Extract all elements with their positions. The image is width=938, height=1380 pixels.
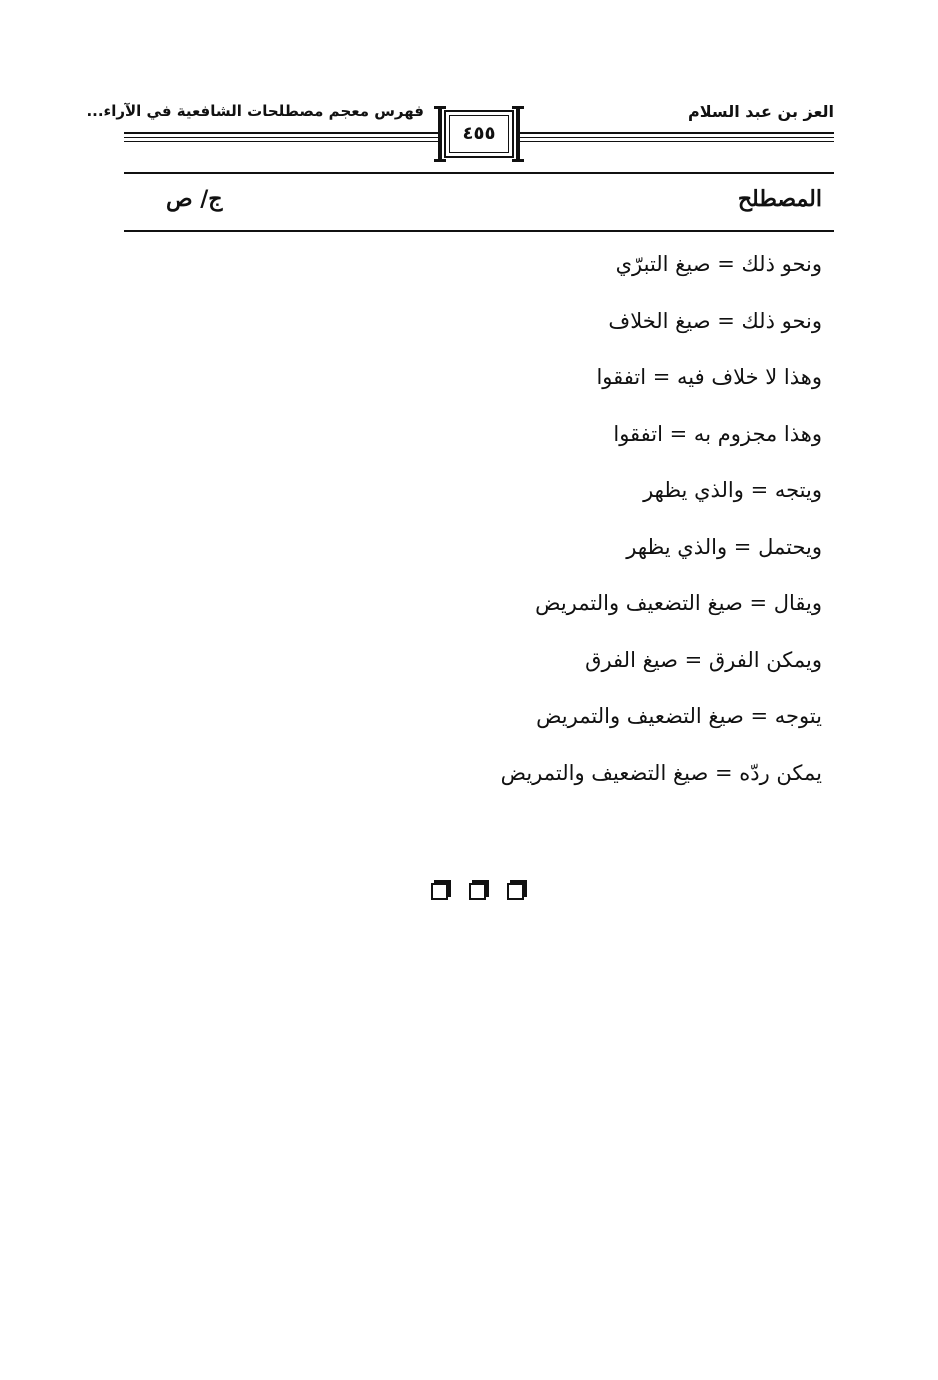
column-heading-volume-page: ج/ ص <box>166 186 223 212</box>
index-entries-list <box>262 244 822 809</box>
ornament-square-icon <box>507 880 527 900</box>
page-box-ornament <box>512 159 524 162</box>
index-entry: ويحتمل = والذي يظهر <box>626 534 822 559</box>
page-box-ornament <box>512 106 524 109</box>
page-box-ornament <box>434 159 446 162</box>
ornament-square-icon <box>431 880 451 900</box>
index-entry: ونحو ذلك = صيغ الخلاف <box>608 308 822 333</box>
page-number-box <box>438 106 520 162</box>
index-entry: ونحو ذلك = صيغ التبرّي <box>615 252 822 276</box>
index-entry: وهذا لا خلاف فيه = اتفقوا <box>596 365 822 389</box>
index-entry: وهذا مجزوم به = اتفقوا <box>613 421 822 446</box>
table-header-bottom-rule <box>124 230 834 232</box>
index-entry: ويقال = صيغ التضعيف والتمريض <box>535 591 822 615</box>
index-entry: يتوجه = صيغ التضعيف والتمريض <box>536 704 822 728</box>
running-header-book-title: فهرس معجم مصطلحات الشافعية في الآراء... <box>86 102 424 120</box>
table-header-top-rule <box>124 172 834 174</box>
index-entry: ويتجه = والذي يظهر <box>643 478 822 502</box>
page-box-ornament <box>434 106 446 109</box>
ornament-square-icon <box>469 880 489 900</box>
section-end-ornament <box>431 880 527 904</box>
page-number: ٤٥٥ <box>462 123 496 144</box>
index-entry: ويمكن الفرق = صيغ الفرق <box>585 647 822 672</box>
column-heading-term: المصطلح <box>737 186 822 212</box>
index-entry: يمكن ردّه = صيغ التضعيف والتمريض <box>500 760 822 785</box>
running-header-author: العز بن عبد السلام <box>688 102 834 121</box>
